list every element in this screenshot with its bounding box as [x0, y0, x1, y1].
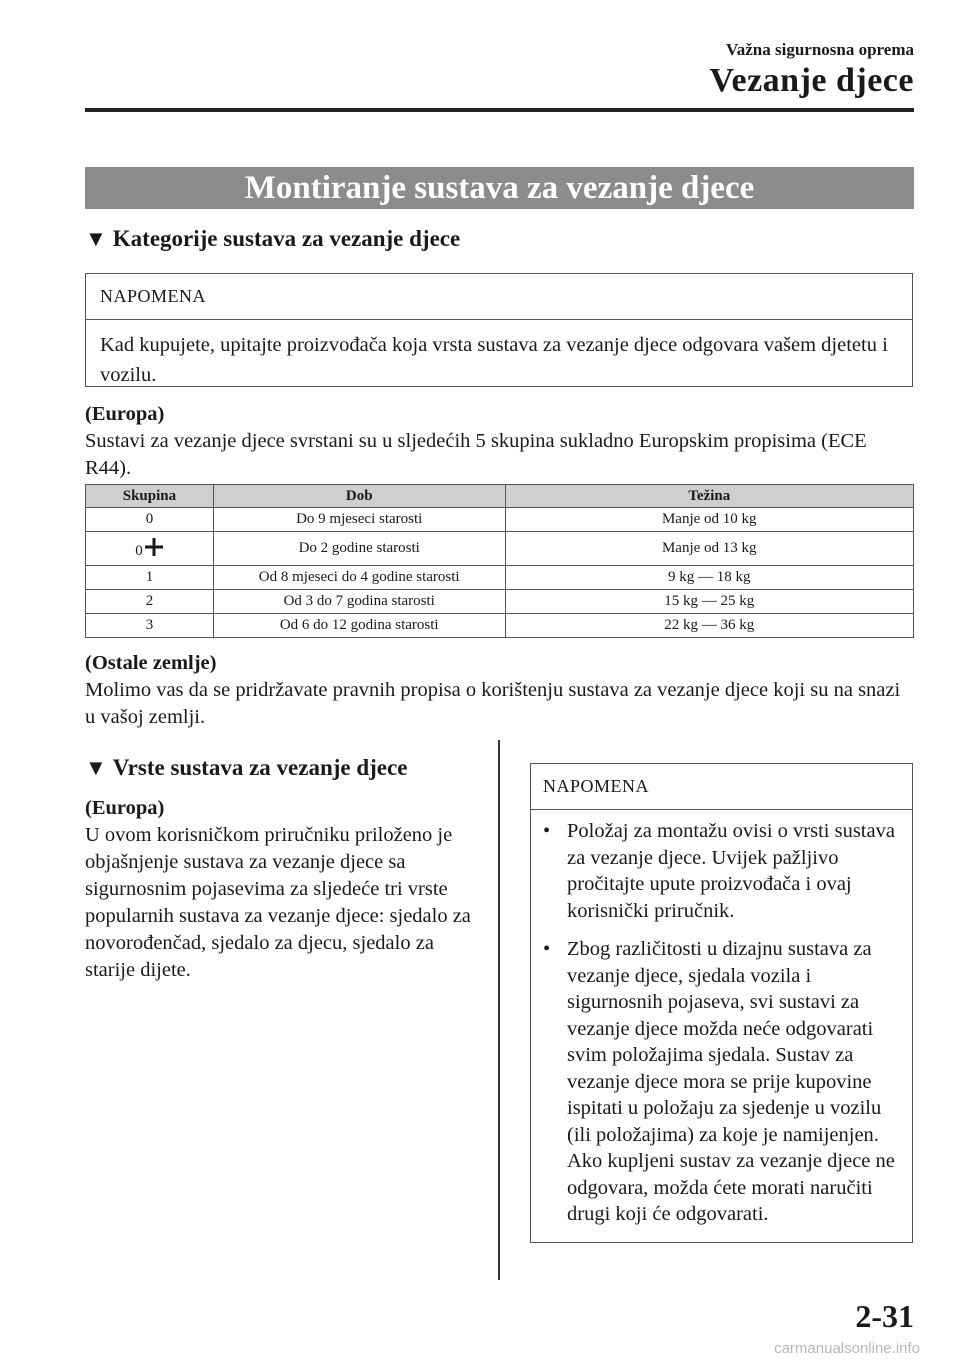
table-cell: 2	[86, 590, 214, 614]
note-bullet-list	[541, 818, 902, 1228]
table-cell: 9 kg — 18 kg	[505, 566, 913, 590]
note-bullet-text: Položaj za montažu ovisi o vrsti sustava za vezanje djece. Uvijek pažljivo pročitajte upute proizvođača i ovaj korisnički priručnik.	[567, 820, 895, 922]
other-countries-label: (Ostale zemlje)	[85, 652, 217, 674]
table-cell: Manje od 10 kg	[505, 508, 913, 532]
header-section-label: Važna sigurnosna oprema	[726, 40, 914, 59]
note-box-2	[530, 763, 913, 1243]
page-number: 2-31	[855, 1298, 914, 1334]
other-countries-paragraph	[85, 650, 911, 731]
europe-label: (Europa)	[85, 403, 165, 425]
table-cell	[86, 532, 214, 566]
section2-europe-text: U ovom korisničkom priručniku priloženo je objašnjenje sustava za vezanje djece sa sigurnosnim pojasevima za sljedeće tri vrste popularnih sustava za vezanje djece: sjedalo za novorođenčad, sjedalo za djecu, sjedalo za starije dijete.	[85, 824, 471, 981]
table-header-cell: Skupina	[86, 485, 214, 508]
table-row	[86, 614, 914, 638]
note-bullet-text: Zbog različitosti u dizajnu sustava za vezanje djece, sjedala vozila i sigurnosnih pojaseva, svi sustavi za vezanje djece možda neće odgovarati svim položajima sjedala. Sustav za vezanje djece mora se prije kupovine ispitati u položaju za sjedenje u vozilu (ili položajima) za koje je namijenjen. Ako kupljeni sustav za vezanje djece ne odgovara, možda ćete morati naručiti drugi koji će odgovarati.	[567, 938, 895, 1225]
table-cell: 15 kg — 25 kg	[505, 590, 913, 614]
table-cell: Od 6 do 12 godina starosti	[213, 614, 505, 638]
europe-paragraph	[85, 401, 911, 482]
header-rule	[85, 108, 914, 112]
table-cell: Manje od 13 kg	[505, 532, 913, 566]
table-row	[86, 590, 914, 614]
bullet-icon: •	[543, 938, 551, 960]
note-title: NAPOMENA	[531, 764, 912, 810]
groups-table	[85, 484, 914, 638]
watermark: carmanualsonline.info	[774, 1340, 920, 1357]
note-bullet-item	[541, 818, 902, 924]
table-header-row	[86, 485, 914, 508]
table-cell: Od 3 do 7 godina starosti	[213, 590, 505, 614]
table-cell: Do 2 godine starosti	[213, 532, 505, 566]
triangle-icon: ▼	[85, 226, 107, 251]
header-title: Vezanje djece	[709, 62, 914, 99]
bullet-icon: •	[543, 820, 551, 842]
table-row	[86, 508, 914, 532]
section2-heading	[85, 755, 407, 781]
table-cell: Od 8 mjeseci do 4 godine starosti	[213, 566, 505, 590]
other-countries-text: Molimo vas da se pridržavate pravnih propisa o korištenju sustava za vezanje djece koji su na snazi u vašoj zemlji.	[85, 679, 901, 728]
note-box-1	[85, 273, 913, 387]
table-cell: Do 9 mjeseci starosti	[213, 508, 505, 532]
table-row	[86, 566, 914, 590]
table-cell-value: 0	[135, 543, 143, 559]
column-divider	[498, 740, 500, 1280]
section2-europe-paragraph	[85, 795, 480, 984]
section1-heading	[85, 226, 460, 252]
section2-heading-text: Vrste sustava za vezanje djece	[112, 755, 408, 780]
note-title: NAPOMENA	[86, 274, 912, 320]
section1-heading-text: Kategorije sustava za vezanje djece	[112, 226, 461, 251]
table-cell: 22 kg — 36 kg	[505, 614, 913, 638]
table-row	[86, 532, 914, 566]
section2-europe-label: (Europa)	[85, 797, 165, 819]
note-bullet-item	[541, 936, 902, 1228]
plus-icon	[144, 537, 164, 557]
section-banner: Montiranje sustava za vezanje djece	[85, 167, 914, 209]
europe-text: Sustavi za vezanje djece svrstani su u sljedećih 5 skupina sukladno Europskim propisima (ECE R44).	[85, 430, 867, 479]
table-header-cell: Dob	[213, 485, 505, 508]
table-cell: 0	[86, 508, 214, 532]
note-text: Kad kupujete, upitajte proizvođača koja vrsta sustava za vezanje djece odgovara vašem djetetu i vozilu.	[100, 334, 888, 386]
table-cell: 3	[86, 614, 214, 638]
table-header-cell: Težina	[505, 485, 913, 508]
table-cell: 1	[86, 566, 214, 590]
triangle-icon: ▼	[85, 755, 107, 780]
